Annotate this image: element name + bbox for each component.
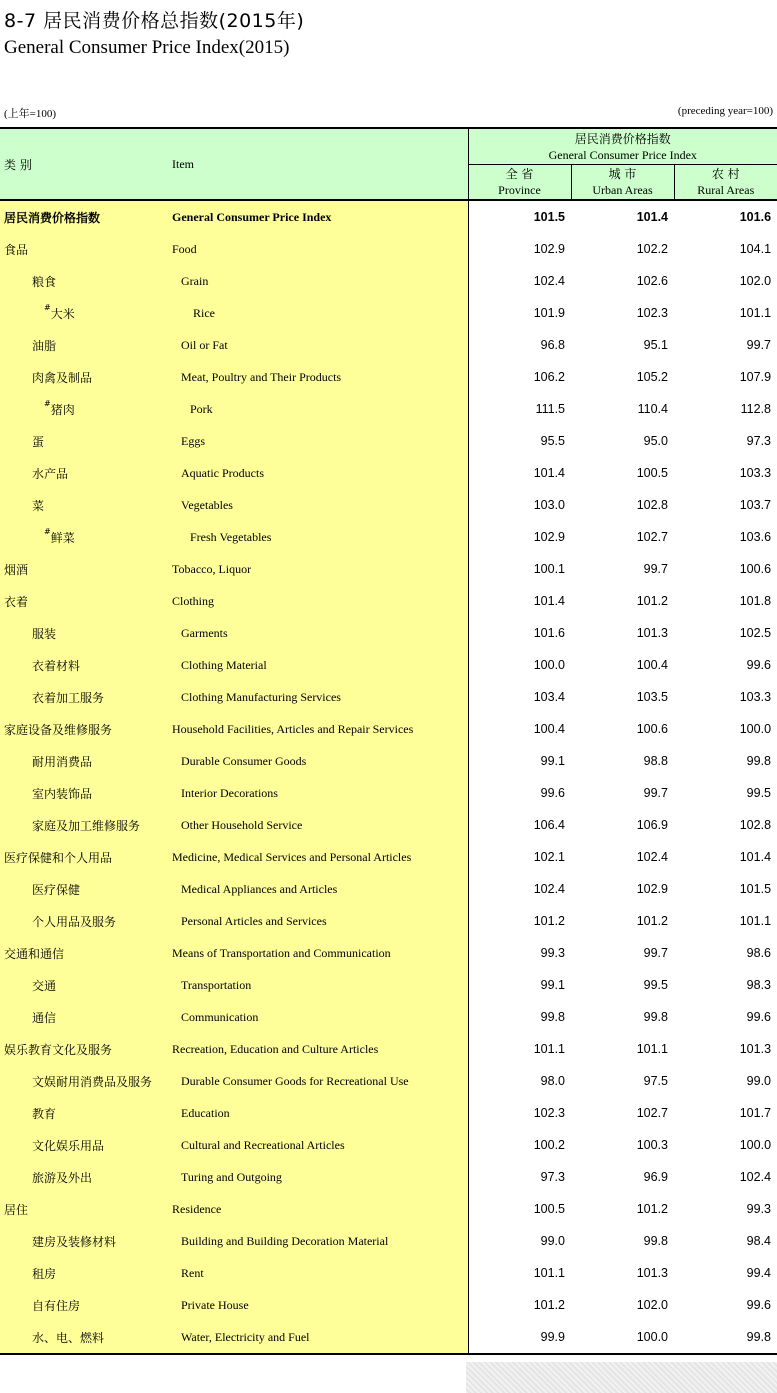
row-value-urban: 95.0 — [643, 434, 668, 448]
header-category-cn: 类 别 — [0, 128, 168, 200]
row-value-urban: 99.5 — [643, 978, 668, 992]
header-col-urban — [571, 165, 674, 201]
row-value-urban: 99.7 — [643, 946, 668, 960]
row-value-province: 101.6 — [468, 617, 571, 649]
row-mark: # — [44, 302, 51, 312]
header-item-en: Item — [168, 128, 468, 200]
row-value-rural: 99.0 — [746, 1074, 772, 1088]
row-item-en: Other Household Service — [168, 809, 468, 841]
row-value-rural: 101.8 — [739, 594, 772, 608]
row-value-province: 100.4 — [468, 713, 571, 745]
row-value-province: 99.3 — [468, 937, 571, 969]
table-row — [0, 1065, 777, 1097]
row-value-rural: 101.5 — [739, 882, 772, 896]
table-row — [0, 681, 777, 713]
row-category-cn — [0, 329, 168, 361]
row-category-label: 油脂 — [32, 338, 57, 353]
row-value-urban: 102.4 — [636, 850, 668, 864]
row-value-rural: 102.8 — [739, 818, 772, 832]
row-category-label: 文化娱乐用品 — [32, 1138, 105, 1153]
row-value-urban: 99.7 — [643, 786, 668, 800]
row-category-cn — [0, 809, 168, 841]
row-item-en: Meat, Poultry and Their Products — [168, 361, 468, 393]
row-value-urban: 100.0 — [571, 1321, 674, 1354]
row-category-label: 水、电、燃料 — [32, 1330, 105, 1345]
table-row — [0, 329, 777, 361]
row-value-province: 102.4 — [468, 265, 571, 297]
table-row — [0, 457, 777, 489]
row-category-label: 自有住房 — [32, 1298, 81, 1313]
table-row — [0, 1193, 777, 1225]
table-row — [0, 200, 777, 233]
row-value-urban: 99.8 — [643, 1234, 668, 1248]
row-category-label: 服装 — [32, 626, 57, 641]
table-row — [0, 521, 777, 553]
row-item-en: Pork — [168, 393, 468, 425]
row-value-urban: 98.8 — [643, 754, 668, 768]
table-row — [0, 841, 777, 873]
row-category-label: 蛋 — [32, 434, 45, 449]
row-value-rural: 99.8 — [674, 1321, 777, 1354]
row-category-cn — [0, 905, 168, 937]
table-row — [0, 1321, 777, 1354]
row-category-label: 家庭设备及维修服务 — [4, 722, 113, 737]
row-category-cn — [0, 1033, 168, 1065]
row-item-en: Personal Articles and Services — [168, 905, 468, 937]
row-value-province: 100.1 — [468, 553, 571, 585]
row-value-urban: 99.8 — [643, 1010, 668, 1024]
page-title-en: General Consumer Price Index(2015) — [4, 37, 290, 58]
row-item-en: Transportation — [168, 969, 468, 1001]
unit-note-cn: (上年=100) — [4, 108, 57, 120]
table-row — [0, 1001, 777, 1033]
row-item-en: Oil or Fat — [168, 329, 468, 361]
row-category-cn — [0, 393, 168, 425]
row-category-cn — [0, 777, 168, 809]
header-group-en: General Consumer Price Index — [548, 148, 697, 162]
row-value-urban: 105.2 — [636, 370, 668, 384]
row-item-en: General Consumer Price Index — [168, 200, 468, 233]
row-category-cn — [0, 969, 168, 1001]
header-col-rural-en: Rural Areas — [697, 183, 755, 197]
row-value-rural: 98.3 — [746, 978, 772, 992]
table-row — [0, 1225, 777, 1257]
row-category-cn — [0, 1065, 168, 1097]
table-row — [0, 745, 777, 777]
row-category-cn — [0, 457, 168, 489]
table-row — [0, 937, 777, 969]
row-item-en: Fresh Vegetables — [168, 521, 468, 553]
row-value-province: 101.2 — [468, 905, 571, 937]
row-category-label: 水产品 — [32, 466, 69, 481]
row-item-en: Education — [168, 1097, 468, 1129]
row-category-cn — [0, 200, 168, 233]
row-value-province: 111.5 — [468, 393, 571, 425]
table-row — [0, 553, 777, 585]
row-value-rural: 99.5 — [746, 786, 772, 800]
row-value-province: 101.5 — [468, 200, 571, 233]
row-category-cn — [0, 713, 168, 745]
row-value-rural: 107.9 — [739, 370, 772, 384]
row-item-en: Rice — [168, 297, 468, 329]
row-item-en: Residence — [168, 1193, 468, 1225]
row-category-cn — [0, 1193, 168, 1225]
table-row — [0, 809, 777, 841]
row-item-en: Vegetables — [168, 489, 468, 521]
row-value-urban: 102.7 — [636, 1106, 668, 1120]
row-value-urban: 101.2 — [636, 594, 668, 608]
row-value-rural: 104.1 — [739, 242, 772, 256]
table-row — [0, 1129, 777, 1161]
table-row — [0, 713, 777, 745]
row-category-label: 室内装饰品 — [32, 786, 93, 801]
row-category-cn — [0, 553, 168, 585]
row-value-province: 98.0 — [468, 1065, 571, 1097]
row-category-label: 交通 — [32, 978, 57, 993]
row-value-urban: 102.2 — [636, 242, 668, 256]
row-category-cn — [0, 265, 168, 297]
row-category-cn — [0, 297, 168, 329]
row-value-urban: 102.7 — [636, 530, 668, 544]
row-category-cn — [0, 1225, 168, 1257]
header-group — [468, 128, 777, 165]
row-value-rural: 99.6 — [746, 658, 772, 672]
row-value-province: 101.1 — [468, 1033, 571, 1065]
row-category-cn — [0, 1129, 168, 1161]
row-category-cn — [0, 361, 168, 393]
row-category-label: 衣着加工服务 — [32, 690, 105, 705]
row-category-cn — [0, 617, 168, 649]
row-category-label: 粮食 — [32, 274, 57, 289]
row-value-rural: 99.6 — [746, 1010, 772, 1024]
row-item-en: Cultural and Recreational Articles — [168, 1129, 468, 1161]
table-row — [0, 1033, 777, 1065]
row-value-rural: 101.3 — [739, 1042, 772, 1056]
row-category-label: 医疗保健和个人用品 — [4, 850, 113, 865]
row-value-province: 103.0 — [468, 489, 571, 521]
table-row — [0, 393, 777, 425]
row-value-urban: 96.9 — [643, 1170, 668, 1184]
row-value-rural: 99.7 — [746, 338, 772, 352]
row-category-label: 衣着材料 — [32, 658, 81, 673]
row-value-urban: 100.6 — [636, 722, 668, 736]
row-value-urban: 99.7 — [643, 562, 668, 576]
row-category-cn — [0, 585, 168, 617]
table-row — [0, 265, 777, 297]
row-value-province: 102.9 — [468, 521, 571, 553]
row-item-en: Aquatic Products — [168, 457, 468, 489]
header-col-province-cn: 全 省 — [505, 167, 534, 181]
row-item-en: Medicine, Medical Services and Personal Articles — [168, 841, 468, 873]
row-item-en: Means of Transportation and Communication — [168, 937, 468, 969]
row-category-cn — [0, 841, 168, 873]
row-value-province: 101.1 — [468, 1257, 571, 1289]
row-item-en: Communication — [168, 1001, 468, 1033]
table-row — [0, 585, 777, 617]
row-value-urban: 101.4 — [636, 210, 668, 224]
table-row — [0, 617, 777, 649]
row-category-label: 租房 — [32, 1266, 57, 1281]
header-group-cn: 居民消费价格指数 — [574, 132, 671, 146]
row-item-en: Clothing Material — [168, 649, 468, 681]
row-category-cn — [0, 937, 168, 969]
row-category-cn — [0, 233, 168, 265]
row-category-cn — [0, 1001, 168, 1033]
row-value-urban: 101.2 — [636, 1202, 668, 1216]
row-value-rural: 101.1 — [739, 914, 772, 928]
table-row — [0, 905, 777, 937]
decorative-texture — [466, 1362, 777, 1393]
table-header — [0, 128, 777, 200]
row-value-rural: 103.7 — [739, 498, 772, 512]
row-value-province: 106.2 — [468, 361, 571, 393]
row-value-urban: 110.4 — [637, 402, 668, 416]
row-value-urban: 102.0 — [636, 1298, 668, 1312]
row-value-urban: 100.4 — [636, 658, 668, 672]
table-row — [0, 1257, 777, 1289]
row-value-urban: 102.8 — [636, 498, 668, 512]
row-category-label: 烟酒 — [4, 562, 29, 577]
row-category-label: 个人用品及服务 — [32, 914, 117, 929]
row-value-rural: 103.6 — [739, 530, 772, 544]
unit-note-en: (preceding year=100) — [677, 105, 773, 117]
row-value-urban: 102.9 — [636, 882, 668, 896]
header-col-province — [468, 165, 571, 201]
row-value-rural: 101.1 — [739, 306, 772, 320]
row-value-rural: 100.0 — [739, 722, 772, 736]
row-category-label: 建房及装修材料 — [32, 1234, 117, 1249]
row-category-cn — [0, 745, 168, 777]
header-col-rural-cn: 农 村 — [711, 167, 740, 181]
row-item-en: Interior Decorations — [168, 777, 468, 809]
row-value-rural: 100.6 — [739, 562, 772, 576]
row-category-label: 大米 — [50, 306, 75, 321]
row-item-en: Grain — [168, 265, 468, 297]
row-category-cn — [0, 1289, 168, 1321]
row-item-en: Turing and Outgoing — [168, 1161, 468, 1193]
row-item-en: Rent — [168, 1257, 468, 1289]
row-item-en: Recreation, Education and Culture Articles — [168, 1033, 468, 1065]
row-category-label: 文娱耐用消费品及服务 — [32, 1074, 153, 1089]
row-value-province: 97.3 — [468, 1161, 571, 1193]
row-value-rural: 103.3 — [739, 690, 772, 704]
table-row — [0, 233, 777, 265]
row-value-province: 102.9 — [468, 233, 571, 265]
row-value-urban: 100.3 — [636, 1138, 668, 1152]
row-value-rural: 101.7 — [739, 1106, 772, 1120]
row-value-urban: 103.5 — [636, 690, 668, 704]
row-value-province: 102.3 — [468, 1097, 571, 1129]
row-item-en: Tobacco, Liquor — [168, 553, 468, 585]
row-value-province: 99.9 — [468, 1321, 571, 1354]
row-value-rural: 98.4 — [746, 1234, 772, 1248]
row-value-rural: 99.6 — [746, 1298, 772, 1312]
row-value-urban: 101.3 — [636, 626, 668, 640]
row-category-cn — [0, 681, 168, 713]
row-value-rural: 102.4 — [739, 1170, 772, 1184]
row-item-en: Durable Consumer Goods for Recreational Use — [168, 1065, 468, 1097]
row-category-label: 居住 — [4, 1202, 29, 1217]
row-value-urban: 95.1 — [643, 338, 668, 352]
row-value-province: 102.4 — [468, 873, 571, 905]
row-value-province: 100.2 — [468, 1129, 571, 1161]
row-category-label: 医疗保健 — [32, 882, 81, 897]
row-value-rural: 103.3 — [739, 466, 772, 480]
row-category-cn — [0, 1161, 168, 1193]
row-category-label: 猪肉 — [50, 402, 75, 417]
row-value-rural: 97.3 — [746, 434, 772, 448]
row-item-en: Garments — [168, 617, 468, 649]
row-value-rural: 98.6 — [746, 946, 772, 960]
row-value-province: 101.4 — [468, 457, 571, 489]
table-row — [0, 969, 777, 1001]
row-category-label: 旅游及外出 — [32, 1170, 93, 1185]
row-value-rural: 101.6 — [739, 210, 772, 224]
row-value-province: 99.6 — [468, 777, 571, 809]
row-value-province: 101.4 — [468, 585, 571, 617]
row-value-rural: 101.4 — [739, 850, 772, 864]
row-value-province: 99.1 — [468, 745, 571, 777]
row-value-province: 101.2 — [468, 1289, 571, 1321]
row-item-en: Durable Consumer Goods — [168, 745, 468, 777]
header-col-province-en: Province — [498, 183, 541, 197]
table-row — [0, 297, 777, 329]
row-item-en: Medical Appliances and Articles — [168, 873, 468, 905]
row-value-rural: 99.3 — [746, 1202, 772, 1216]
row-category-label: 食品 — [4, 242, 29, 257]
row-value-urban: 100.5 — [636, 466, 668, 480]
row-value-urban: 102.3 — [636, 306, 668, 320]
row-category-label: 交通和通信 — [4, 946, 65, 961]
row-value-urban: 102.6 — [636, 274, 668, 288]
row-value-rural: 112.8 — [740, 402, 772, 416]
table-row — [0, 777, 777, 809]
price-index-table — [0, 127, 777, 1355]
row-item-en: Water, Electricity and Fuel — [168, 1321, 468, 1354]
table-row — [0, 361, 777, 393]
row-category-label: 耐用消费品 — [32, 754, 93, 769]
row-item-en: Eggs — [168, 425, 468, 457]
row-value-rural: 99.8 — [746, 754, 772, 768]
row-category-label: 居民消费价格指数 — [4, 210, 101, 225]
row-value-rural: 102.0 — [739, 274, 772, 288]
table-row — [0, 649, 777, 681]
row-value-rural: 100.0 — [739, 1138, 772, 1152]
row-value-province: 103.4 — [468, 681, 571, 713]
row-value-province: 99.0 — [468, 1225, 571, 1257]
row-item-en: Food — [168, 233, 468, 265]
row-category-cn — [0, 1257, 168, 1289]
row-category-cn — [0, 521, 168, 553]
row-category-label: 鲜菜 — [50, 530, 75, 545]
row-value-urban: 101.1 — [636, 1042, 668, 1056]
row-value-province: 106.4 — [468, 809, 571, 841]
row-value-province: 102.1 — [468, 841, 571, 873]
row-value-urban: 101.3 — [636, 1266, 668, 1280]
row-value-province: 96.8 — [468, 329, 571, 361]
row-category-cn — [0, 425, 168, 457]
row-item-en: Clothing — [168, 585, 468, 617]
table-row — [0, 1097, 777, 1129]
row-value-rural: 102.5 — [739, 626, 772, 640]
table-row — [0, 1289, 777, 1321]
row-category-cn — [0, 873, 168, 905]
row-category-label: 娱乐教育文化及服务 — [4, 1042, 113, 1057]
row-item-en: Building and Building Decoration Material — [168, 1225, 468, 1257]
header-col-rural — [674, 165, 777, 201]
row-category-cn — [0, 489, 168, 521]
row-mark: # — [44, 398, 51, 408]
row-value-province: 100.0 — [468, 649, 571, 681]
row-category-label: 衣着 — [4, 594, 29, 609]
table-row — [0, 873, 777, 905]
row-category-label: 肉禽及制品 — [32, 370, 93, 385]
row-mark: # — [44, 526, 51, 536]
row-category-label: 通信 — [32, 1010, 57, 1025]
row-item-en: Private House — [168, 1289, 468, 1321]
row-item-en: Clothing Manufacturing Services — [168, 681, 468, 713]
page-title-cn: 8-7 居民消费价格总指数(2015年) — [4, 10, 305, 32]
header-col-urban-en: Urban Areas — [592, 183, 653, 197]
row-category-label: 家庭及加工维修服务 — [32, 818, 141, 833]
row-value-urban: 97.5 — [643, 1074, 668, 1088]
table-row — [0, 489, 777, 521]
header-col-urban-cn: 城 市 — [608, 167, 637, 181]
row-value-rural: 99.4 — [746, 1266, 772, 1280]
row-value-province: 99.1 — [468, 969, 571, 1001]
table-body — [0, 200, 777, 1354]
row-category-cn — [0, 649, 168, 681]
row-category-label: 教育 — [32, 1106, 57, 1121]
row-value-province: 101.9 — [468, 297, 571, 329]
row-value-urban: 101.2 — [636, 914, 668, 928]
row-value-urban: 106.9 — [636, 818, 668, 832]
row-item-en: Household Facilities, Articles and Repair Services — [168, 713, 468, 745]
row-category-cn — [0, 1097, 168, 1129]
row-category-cn — [0, 1321, 168, 1354]
row-value-province: 95.5 — [468, 425, 571, 457]
table-row — [0, 425, 777, 457]
row-category-label: 菜 — [32, 498, 45, 513]
row-value-province: 99.8 — [468, 1001, 571, 1033]
row-value-province: 100.5 — [468, 1193, 571, 1225]
table-row — [0, 1161, 777, 1193]
